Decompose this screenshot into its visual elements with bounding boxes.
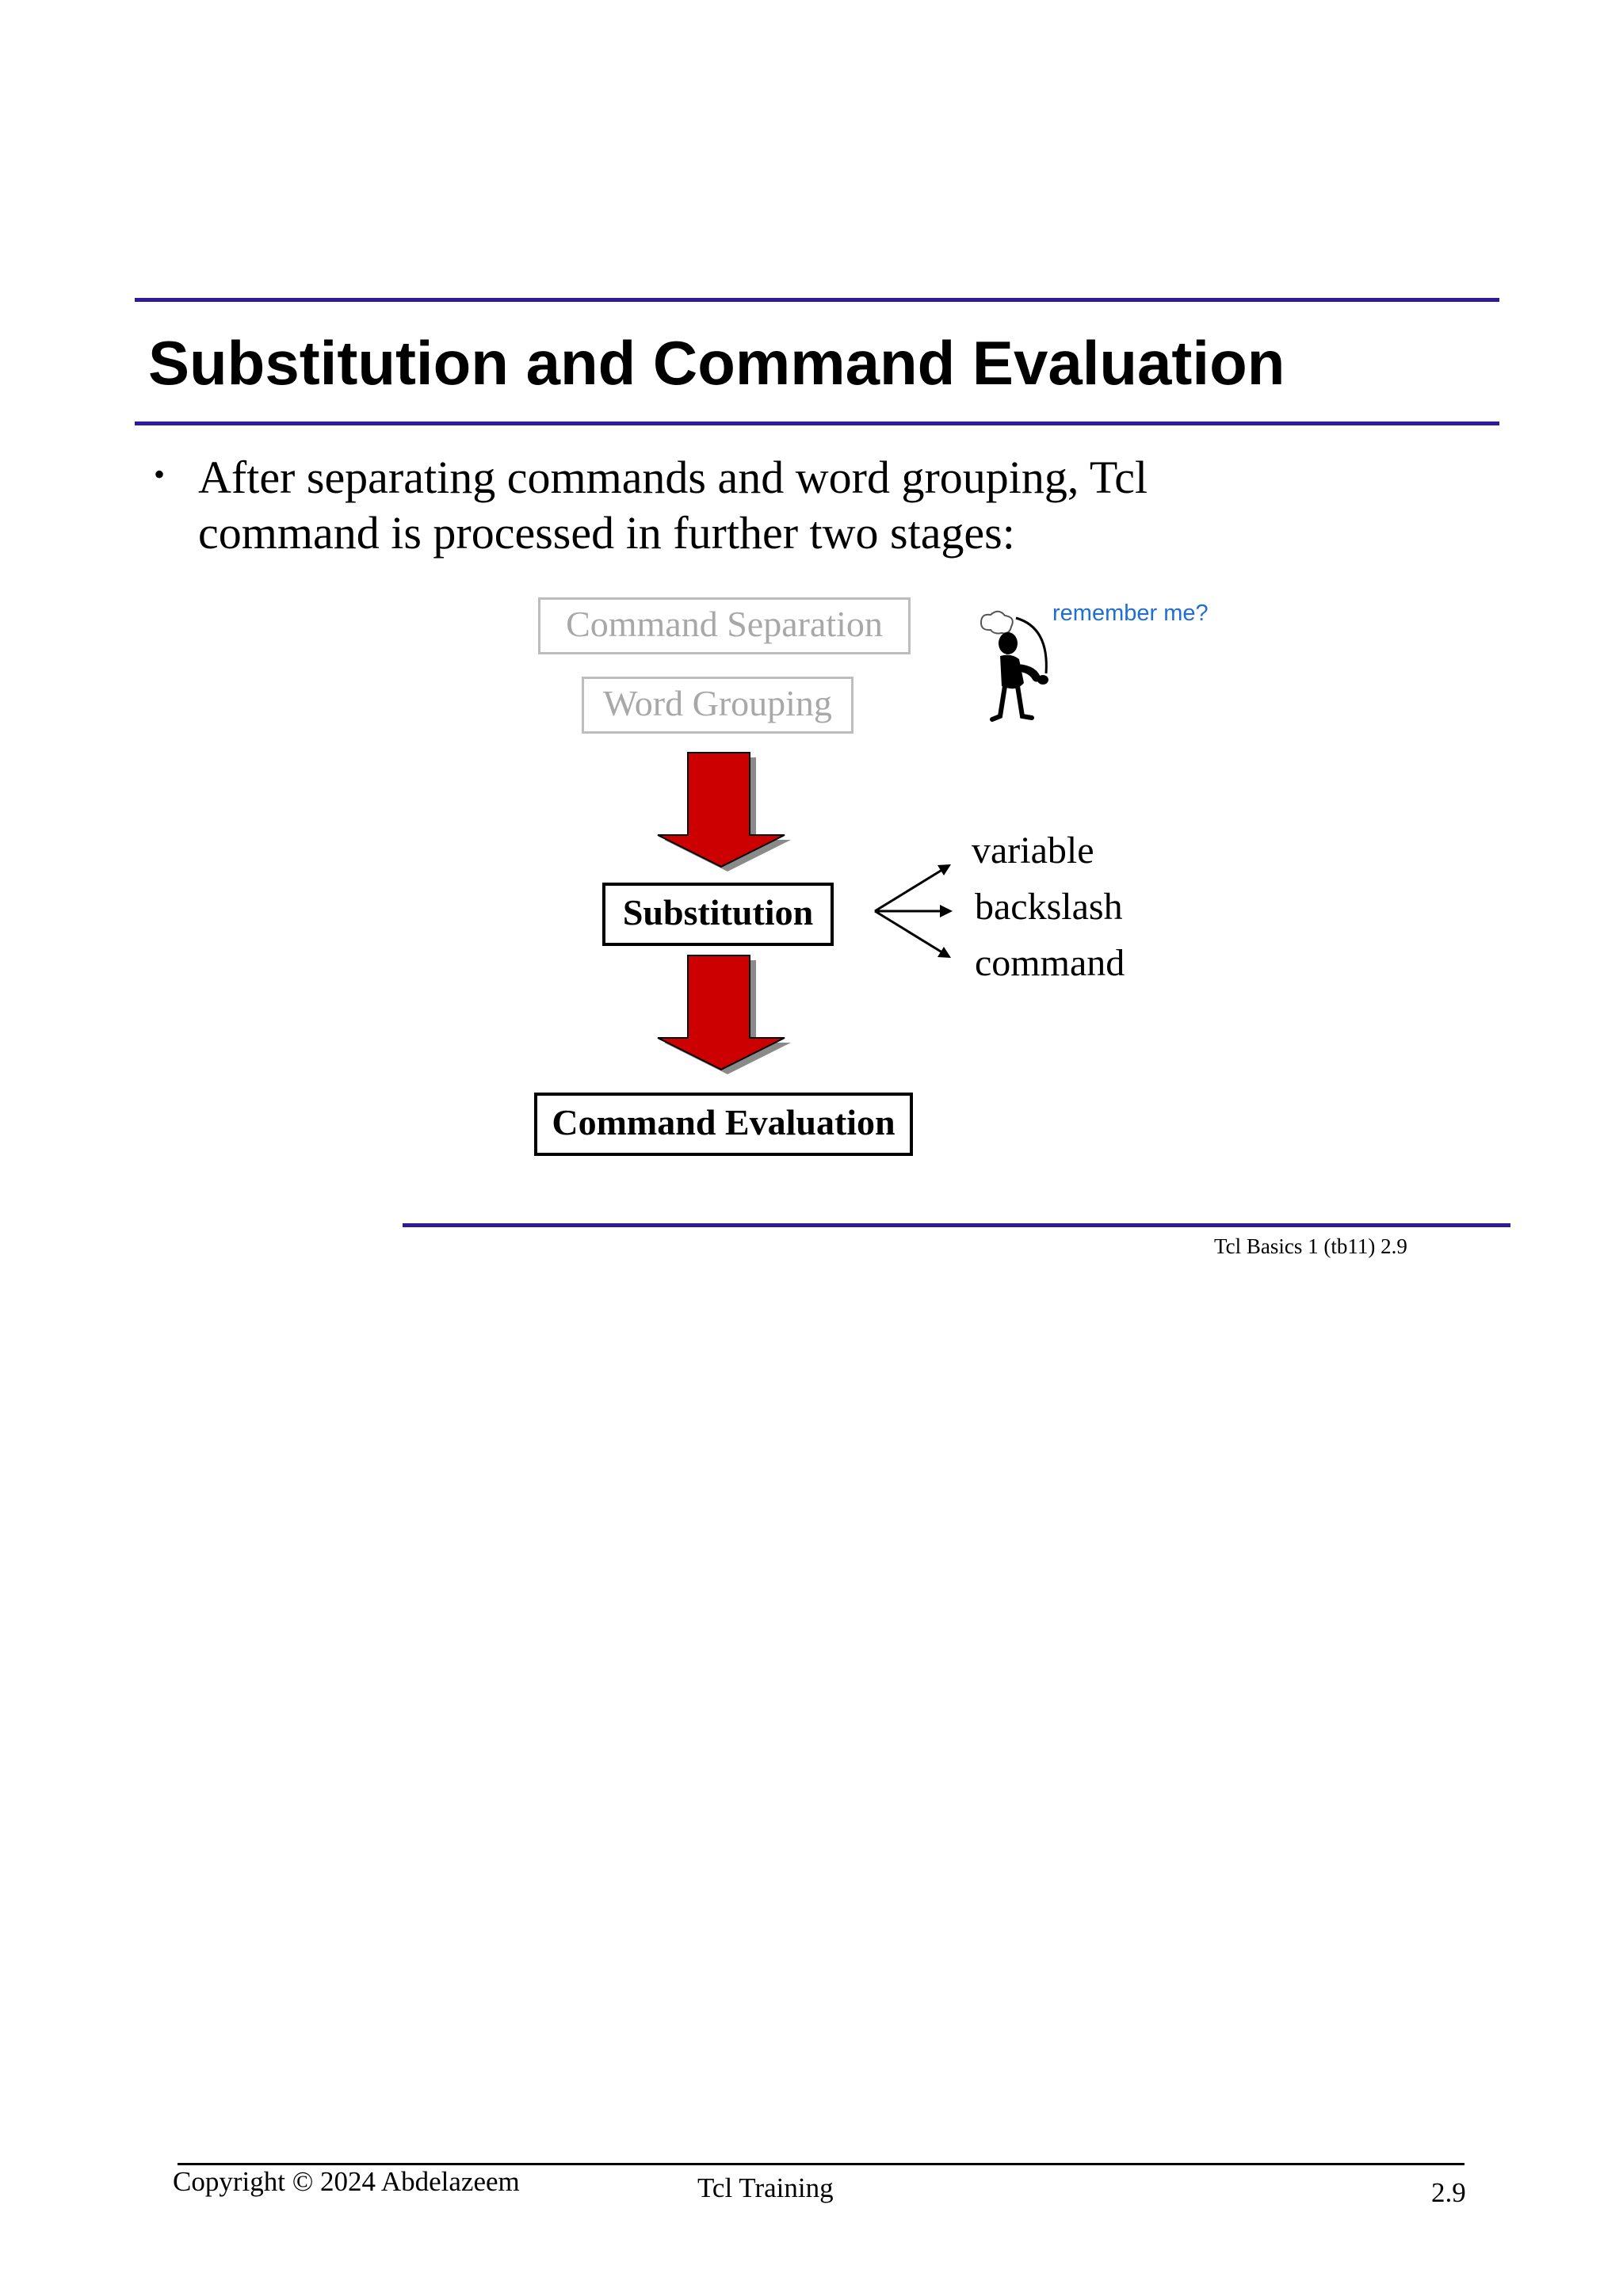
bullet-line-2: command is processed in further two stages:	[198, 507, 1015, 559]
substitution-type-backslash: backslash	[975, 886, 1123, 928]
substitution-type-command: command	[975, 942, 1125, 984]
stage-command-evaluation: Command Evaluation	[534, 1093, 913, 1156]
slide-title: Substitution and Command Evaluation	[148, 328, 1285, 398]
stage-word-grouping: Word Grouping	[582, 677, 854, 734]
bullet-line-1: After separating commands and word grouping, Tcl	[198, 452, 1148, 503]
down-arrow-icon	[655, 751, 797, 878]
bullet-icon: •	[154, 456, 166, 492]
page-number: 2.9	[1431, 2177, 1466, 2208]
title-bottom-rule	[135, 421, 1499, 425]
title-top-rule	[135, 298, 1499, 302]
copyright-text: Copyright © 2024 Abdelazeem	[173, 2166, 520, 2197]
bullet-text	[198, 450, 1387, 561]
course-name: Tcl Training	[697, 2172, 834, 2203]
stage-command-separation: Command Separation	[538, 597, 911, 654]
slide-footer-label: Tcl Basics 1 (tb11) 2.9	[1214, 1234, 1407, 1258]
page-footer-rule	[178, 2163, 1465, 2165]
callout-text: remember me?	[1052, 601, 1209, 626]
slide-footer-rule	[403, 1223, 1510, 1227]
down-arrow-icon	[655, 954, 797, 1081]
substitution-type-variable: variable	[972, 830, 1094, 871]
substitution-branch-arrows	[872, 856, 959, 967]
stage-substitution: Substitution	[602, 883, 834, 946]
